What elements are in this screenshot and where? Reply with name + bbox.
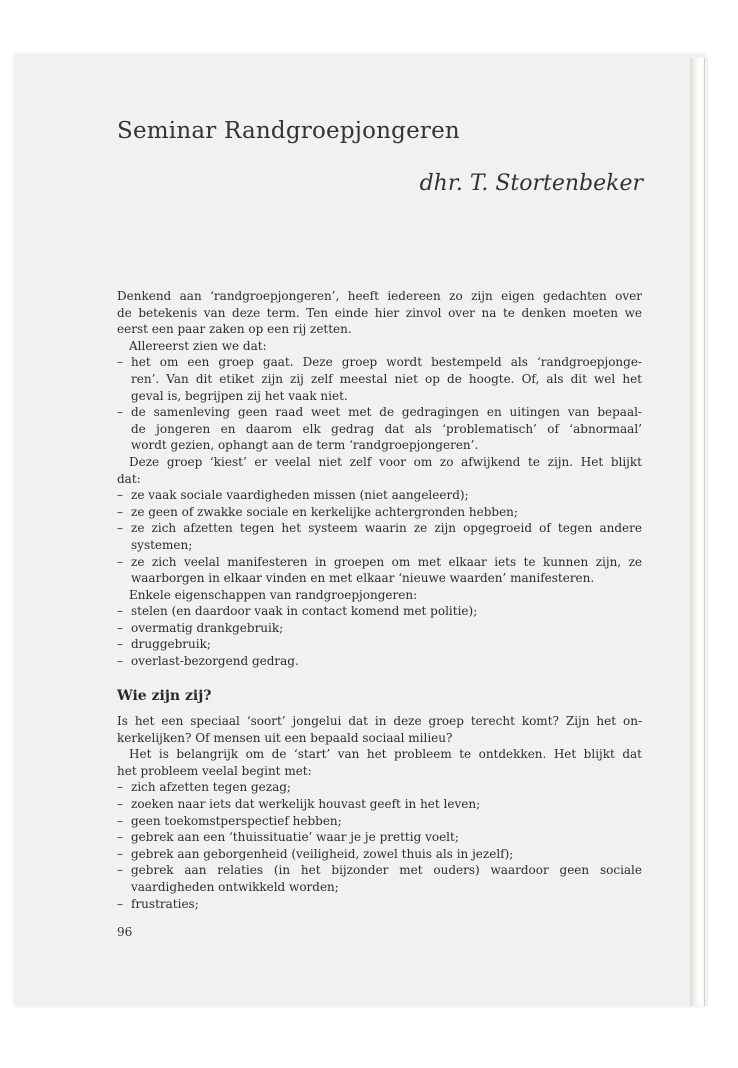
text-line: gebrek aan geborgenheid (veiligheid, zowel thuis als in jezelf); — [131, 846, 514, 861]
list-item — [117, 829, 642, 846]
text-line: Het is belangrijk om de ‘start’ van het probleem te ontdekken. Het blijkt dat — [129, 747, 642, 762]
text-line: Denkend aan ‘randgroepjongeren’, heeft iedereen zo zijn eigen gedachten over — [117, 289, 642, 303]
text-line: zich afzetten tegen gezag; — [131, 780, 291, 795]
text-line: het om een groep gaat. Deze groep wordt bestempeld als ‘randgroepjonge- — [131, 355, 642, 370]
list-dash: – — [117, 637, 123, 652]
list-item — [117, 653, 642, 670]
list-dash: – — [117, 654, 123, 669]
list-dash: – — [117, 796, 123, 811]
list-item — [117, 487, 642, 504]
text-line: overlast-bezorgend gedrag. — [131, 654, 299, 669]
text-line: geen toekomstperspectief hebben; — [131, 813, 342, 828]
text-line: frustraties; — [131, 896, 199, 911]
list-item — [117, 504, 642, 521]
text-line: systemen; — [131, 537, 193, 552]
list-item — [117, 796, 642, 813]
list-dash: – — [117, 863, 123, 878]
text-line: overmatig drankgebruik; — [131, 620, 284, 635]
author-name: dhr. T. Stortenbeker — [419, 171, 643, 196]
list-item — [117, 779, 642, 796]
list-dash: – — [117, 355, 123, 370]
section-who — [117, 713, 642, 912]
list-dash: – — [117, 896, 123, 911]
text-line: zoeken naar iets dat werkelijk houvast geeft in het leven; — [131, 796, 481, 811]
list-dash: – — [117, 521, 123, 536]
text-line: ren’. Van dit etiket zijn zij zelf meestal niet op de hoogte. Of, als dit wel het — [131, 371, 642, 386]
text-line: het probleem veelal begint met: — [117, 763, 312, 778]
list-item — [117, 862, 642, 895]
page-title: Seminar Randgroepjongeren — [117, 118, 460, 144]
list-item — [117, 896, 642, 913]
spine-edge — [704, 58, 705, 1006]
text-line: de samenleving geen raad weet met de gedragingen en uitingen van bepaal- — [131, 405, 642, 420]
text-line: ze geen of zwakke sociale en kerkelijke achtergronden hebben; — [131, 504, 518, 519]
text-line: de betekenis van deze term. Ten einde hier zinvol over na te denken moeten we — [117, 305, 642, 320]
text-line: de jongeren en daarom elk gedrag dat als ‘problematisch’ of ‘abnormaal’ — [131, 421, 642, 436]
list-item — [117, 520, 642, 553]
text-line: ze zich afzetten tegen het systeem waarin ze zijn opgegroeid of tegen andere — [131, 521, 642, 536]
list-dash: – — [117, 504, 123, 519]
list-dash: – — [117, 604, 123, 619]
text-line: dat: — [117, 471, 141, 486]
list-item — [117, 603, 642, 620]
list-dash: – — [117, 554, 123, 569]
list-item — [117, 813, 642, 830]
section-heading: Wie zijn zij? — [117, 688, 212, 704]
text-line: kerkelijken? Of mensen uit een bepaald sociaal milieu? — [117, 730, 453, 745]
text-line: wordt gezien, ophangt aan de term ‘randgroepjongeren’. — [131, 438, 479, 453]
text-line: geval is, begrijpen zij het vaak niet. — [131, 388, 348, 403]
text-line: ze vaak sociale vaardigheden missen (niet aangeleerd); — [131, 488, 469, 503]
book-spine — [690, 58, 708, 1006]
list-item — [117, 404, 642, 454]
text-line: waarborgen in elkaar vinden en met elkaar ‘nieuwe waarden’ manifesteren. — [131, 571, 595, 586]
list-item — [117, 620, 642, 637]
text-line: gebrek aan een ‘thuissituatie’ waar je je prettig voelt; — [131, 830, 459, 845]
list-dash: – — [117, 780, 123, 795]
text-line: Enkele eigenschappen van randgroepjongeren: — [129, 587, 418, 602]
list-dash: – — [117, 813, 123, 828]
text-line: vaardigheden ontwikkeld worden; — [131, 879, 339, 894]
list-dash: – — [117, 830, 123, 845]
text-line: druggebruik; — [131, 637, 211, 652]
list-item — [117, 636, 642, 653]
list-dash: – — [117, 846, 123, 861]
text-line: stelen (en daardoor vaak in contact komend met politie); — [131, 604, 478, 619]
list-dash: – — [117, 488, 123, 503]
text-line: gebrek aan relaties (in het bijzonder met ouders) waardoor geen sociale — [131, 863, 642, 878]
list-dash: – — [117, 405, 123, 420]
section-intro — [117, 288, 642, 670]
text-line: eerst een paar zaken op een rij zetten. — [117, 322, 352, 337]
list-item — [117, 846, 642, 863]
text-line: Is het een speciaal ‘soort’ jongelui dat in deze groep terecht komt? Zijn het on- — [117, 714, 642, 728]
list-item — [117, 354, 642, 404]
text-line: Deze groep ‘kiest’ er veelal niet zelf voor om zo afwijkend te zijn. Het blijkt — [129, 454, 642, 469]
text-line: ze zich veelal manifesteren in groepen om met elkaar iets te kunnen zijn, ze — [131, 554, 642, 569]
list-dash: – — [117, 620, 123, 635]
page-number: 96 — [117, 925, 133, 939]
text-line: Allereerst zien we dat: — [129, 338, 267, 353]
list-item — [117, 554, 642, 587]
